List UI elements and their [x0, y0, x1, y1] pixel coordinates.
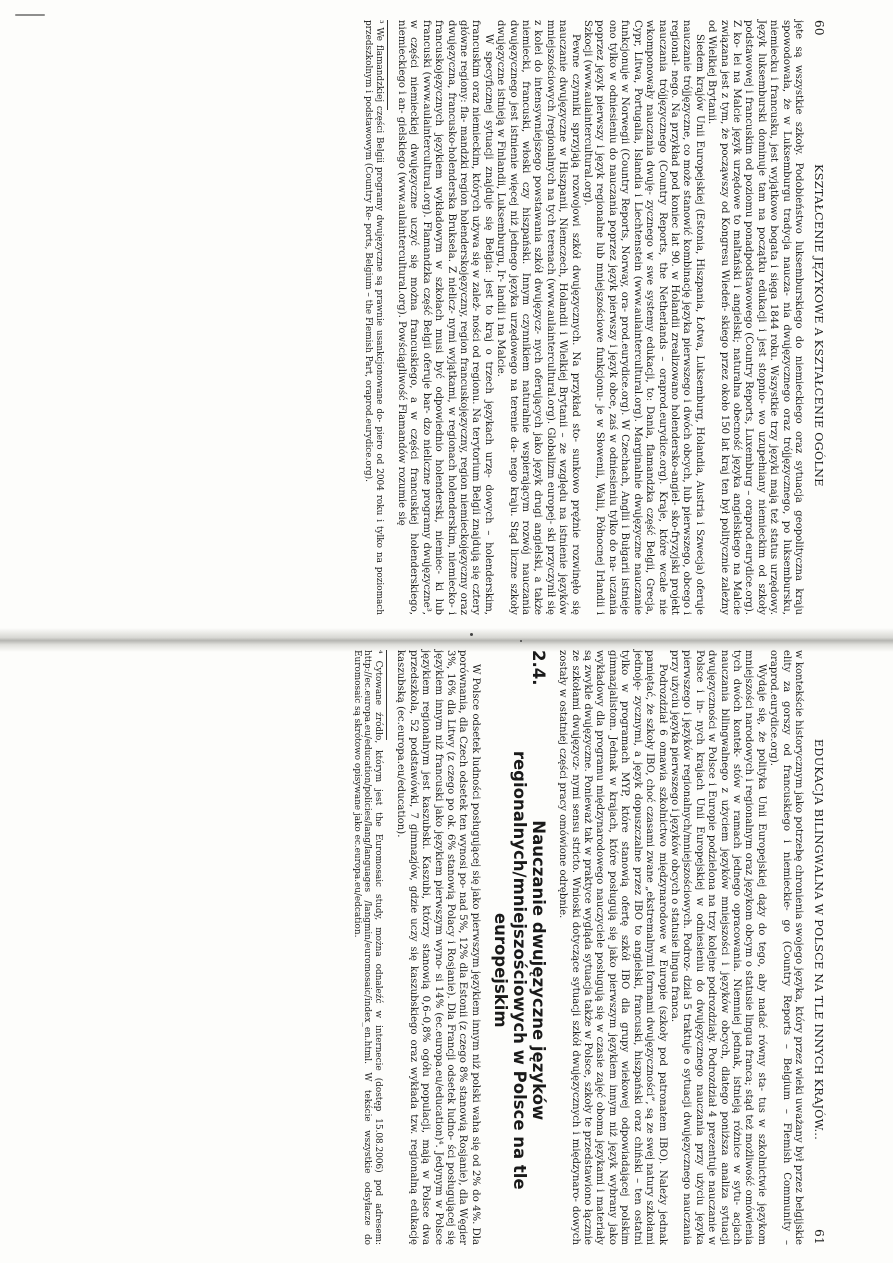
footnote-rule	[387, 20, 388, 110]
right-page-number: 61	[812, 1229, 826, 1245]
left-paragraph: W specyficznej sytuacji znajduje się Belgia: jest to kraj o trzech językach urzę- dowych – holenderskim, francuskim oraz niemieckim, których używa się w zależ- ności od regionu. Na terytorium Belgii znajdują się cztery główne regiony: fla- mandzki region holenderskojęzyczny, region francuskojęzyczny, region niemieckojęzyczny oraz dwujęzyczna, francusko-holenderska Bruksela. Z nielicz- nymi wyjątkami, w regionach holenderskim, niemiecko- i francuskojęzycznych językiem wykładowym w szkołach musi być odpowiednio holenderski, niemiec- ki lub francuski (www.aulaintercultural.org). Flamandzka część Belgii oferuje bar- dzo nieliczne programy dwujęzyczne³, w części niemieckiej dwujęzyczne uczyć się można francuskiego, a w części francuskiej holenderskiego, niemieckiego i an- gielskiego (www.aulaintercultural.org). Powściągliwość Flamandów rozumie się	[396, 20, 494, 615]
left-paragraph: Pewne czynniki sprzyjają rozwojowi szkół dwujęzycznych. Na przykład sto- sunkowo prężnie rozwinęło się nauczanie dwujęzyczne w Hiszpanii, Niemczech, Holandii i Wielkiej Brytanii – ze względu na istnienie języków mniejszościowych /regionalnych na tych terenach (www.aulaintercultural.org). Globalizm europej- ski przyczynił się z kolei do intensywniejszego powstawania szkół dwujęzycz- nych oferujących jako język drugi angielski, a także niemiecki, francuski, włoski czy hiszpański. Innym czynnikiem naturalnie wspierającym rozwój nauczania dwujęzycznego jest istnienie więcej niż jednego języka urzędowego na terenie da- nego kraju. Stąd liczne szkoły dwujęzyczne istnieją w Finlandii, Luksemburgu, Ir- landii i na Malcie.	[495, 20, 581, 615]
section-paragraph: W Polsce odsetek ludności posługującej się jako pierwszym językiem innym niż polski waha się od 2% do 4%. Dla porównania, dla Czech odsetek ten wynosi po- nad 5%, 12% dla Estonii (z czego 8% stanowią Rosjanie), dla Węgier 3%, 16% dla Litwy (z czego po ok. 6% stanowią Polacy i Rosjanie). Dla Francji odsetek ludno- ści posługującej się językiem innym niż francuski jako językiem pierwszym wyno- si 14% (ec.europa.eu/education)⁴. Jedynym w Polsce językiem regionalnym jest kaszubski. Kaszubi, którzy stanowią 0,6–0,8% ogółu populacji, mają w Polsce dwa przedszkola, 52 podstawówki, 7 gimnazjów, gdzie uczy się kaszubskiego oraz wykłada tzw. regionalną edukację kaszubską (ec.europa.eu/education).	[395, 650, 481, 1245]
left-page-number: 60	[812, 20, 826, 36]
right-paragraph: w kontekście historycznym jako potrzebę chronienia swojego języka, który przez wieki uważany był przez belgijskie elity za gorszy od francuskiego i niemieckie- go (Country Reports – Belgium – Flemish Community – oraprod.eurydice.org).	[768, 650, 804, 1245]
scan-speck	[15, 14, 45, 16]
scan-speck	[520, 640, 522, 642]
right-paragraph: Podrozdział 6 omawia szkolnictwo międzynarodowe w Europie (szkoły pod patronatem IBO). Należy jednak pamiętać, że szkoły IBO, choć czasami zwane „ekstremalnymi formami dwujęzyczności”, są ze swej natury szkołami jednoję- zycznymi, a język dopuszczalne przez IBO to angielski, francuski, hiszpański oraz chiński – ten ostatni tylko w programach MYP, które stanowią ofertę szkół IBO dla grupy wiekowej odpowiadającej polskim gimnazjalistom. Jednak w krajach, które posługują się jako pierwszym językiem innym niż język wybrany jako wykładowy dla programu międzynarodowego nauczyciele posługują się w czasie zajęć oboma językami i materiały są zwykle dwujęzyczne. Ponieważ tak w praktyce wygląda sytuacja także w Polsce, szkoły te przedstawiono łącznie ze szkołami dwujęzycz- nymi sensu stricto. Wnioski dotyczące sytuacji szkół dwujęzycznych i międzynaro- dowych zostały w ostatniej części pracy omówione odrębnie.	[557, 650, 668, 1245]
right-running-head: EDUKACJA BILINGWALNA W POLSCE NA TLE INNYCH KRAJÓW...	[812, 738, 825, 1141]
left-paragraph: Siedem krajów Unii Europejskiej (Estonia, Hiszpania, Łotwa, Luksemburg, Holandia, Austria i Szwecja) oferuje nauczanie trójjęzyczne, co może stanowić kombinację języka pierwszego i dwóch obcych, lub pierwszego, obcego i regional- nego. Na przykład pod koniec lat 90. w Holandii zrealizowano holendersko-angiel- sko-fryzyjski projekt nauczania trójjęzycznego (Country Reports, the Netherlands – oraprod.eurydice.org). Kraje, które wcale nie wkomponowały nauczania dwuję- zycznego w swe systemy edukacji, to: Dania, flamandzka część Belgii, Grecja, Cypr, Litwa, Portugalia, Islandia i Liechtenstein (www.aulaintercultural.org). Marginalnie dwujęzyczne nauczanie funkcjonuje w Norwegii (Country Reports, Norway, ora- prod.eurydice.org). W Czechach, Anglii i Bułgarii istnieje ono tylko w odniesieniu do nauczania poprzez język pierwszy i język obce, zaś w odniesieniu tylko do na- uczania poprzez język pierwszy i język regionalne lub mniejszościowe funkcjonu- je w Słowenii, Walii, Północnej Irlandii i Szkocji (www.aulaintercultural.org).	[582, 20, 705, 615]
left-page-header	[804, 20, 826, 615]
footnote-rule	[386, 650, 387, 740]
section-body-text	[394, 650, 481, 1245]
left-page	[46, 20, 826, 615]
left-body-text	[395, 20, 804, 615]
left-running-head: KSZTAŁCENIE JĘZYKOWE A KSZTAŁCENIE OGÓLNE	[812, 164, 825, 487]
section-number: 2.4.	[528, 650, 548, 686]
section-heading	[491, 650, 548, 1245]
book-gutter-shadow	[0, 628, 893, 652]
right-paragraph: Wydaje się, że polityka Unii Europejskiej dąży do tego, aby nadać równy sta- tus w szkolnictwie językom mniejszości narodowych i regionalnym oraz językom obcym o statusie lingua franca; stąd też możliwość omówienia tych dwóch kontek- stów w ramach jednego opracowania. Niemniej jednak, istnieją różnice w sytu- acjach nauczania bilingwalnego z użyciem języków mniejszości i języków obcych, dlatego poniższa analiza sytuacji dwujęzyczności w Polsce i Europie podzielona na trzy kolejne podrozdziały. Podrozdział 4 prezentuje nauczanie w Polsce i in- nych krajach Unii Europejskiej w odniesieniu do dwujęzycznego nauczania przy użyciu języka pierwszego i języków regionalnych/mniejszościowych. Podroz- dział 5 traktuje o sytuacji dwujęzycznego nauczania przy użyciu języka pierwszego i języków obcych o statusie lingua franca.	[668, 650, 767, 1245]
section-title: Nauczanie dwujęzyczne języków regionalnych/mniejszościowych w Polsce na tle europejskim	[490, 750, 548, 1190]
left-paragraph: jęte są wszystkie szkoły. Podobieństwo luksemburskiego do niemieckiego oraz sytuacja geopolityczna kraju spowodowała, że w Luksemburgu tradycja naucza- nia dwujęzycznego oraz trójjęzycznego, po luksembursku, niemiecku i francusku, jest wyjątkowo bogata i sięga 1844 roku. Wszystkie trzy języki mają też status urzędowy. Język luksemburski dominuje tam na początku edukacji i jest stopnio- wo uzupełniany niemieckim od szkoły podstawowej i francuskim od poziomu ponadpodstawowego (Country Reports, Luxemburg – oraprod.eurydice.org). Z ko- lei na Malcie język urzędowe to maltański i angielski; naturalna obecność języka angielskiego na Malcie związana jest z tym, że począwszy od Kongresu Wiedeń- skiego przez około 150 lat kraj ten był politycznie zależny od Wielkiej Brytanii.	[706, 20, 804, 615]
right-page-header	[804, 650, 826, 1245]
right-page	[46, 650, 826, 1245]
scan-speck	[470, 633, 473, 636]
left-footnote: ³ We flamandzkiej części Belgii programy dwujęzyczne są prawnie usankcjonowane do- piero od 2004 roku i tylko na poziomach przedszkolnym i podstawowym (Country Re- ports, Belgium – the Flemish Part, oraprod.eurydice.org).	[363, 20, 384, 615]
right-footnote: ⁴ Cytowane źródło, którym jest the Euromosaic study, można odnaleźć w internecie (dostęp 15.08.2006) pod adresem: http://ec.europa.eu/education/policies/lang/languages /langmin/euromosaic/index_en.html. W tekście wszystkie odsyłacze do Euromosaic są skrótowo opisywane jako ec.europa.eu/edcation.	[351, 650, 384, 1245]
right-body-text	[556, 650, 804, 1245]
